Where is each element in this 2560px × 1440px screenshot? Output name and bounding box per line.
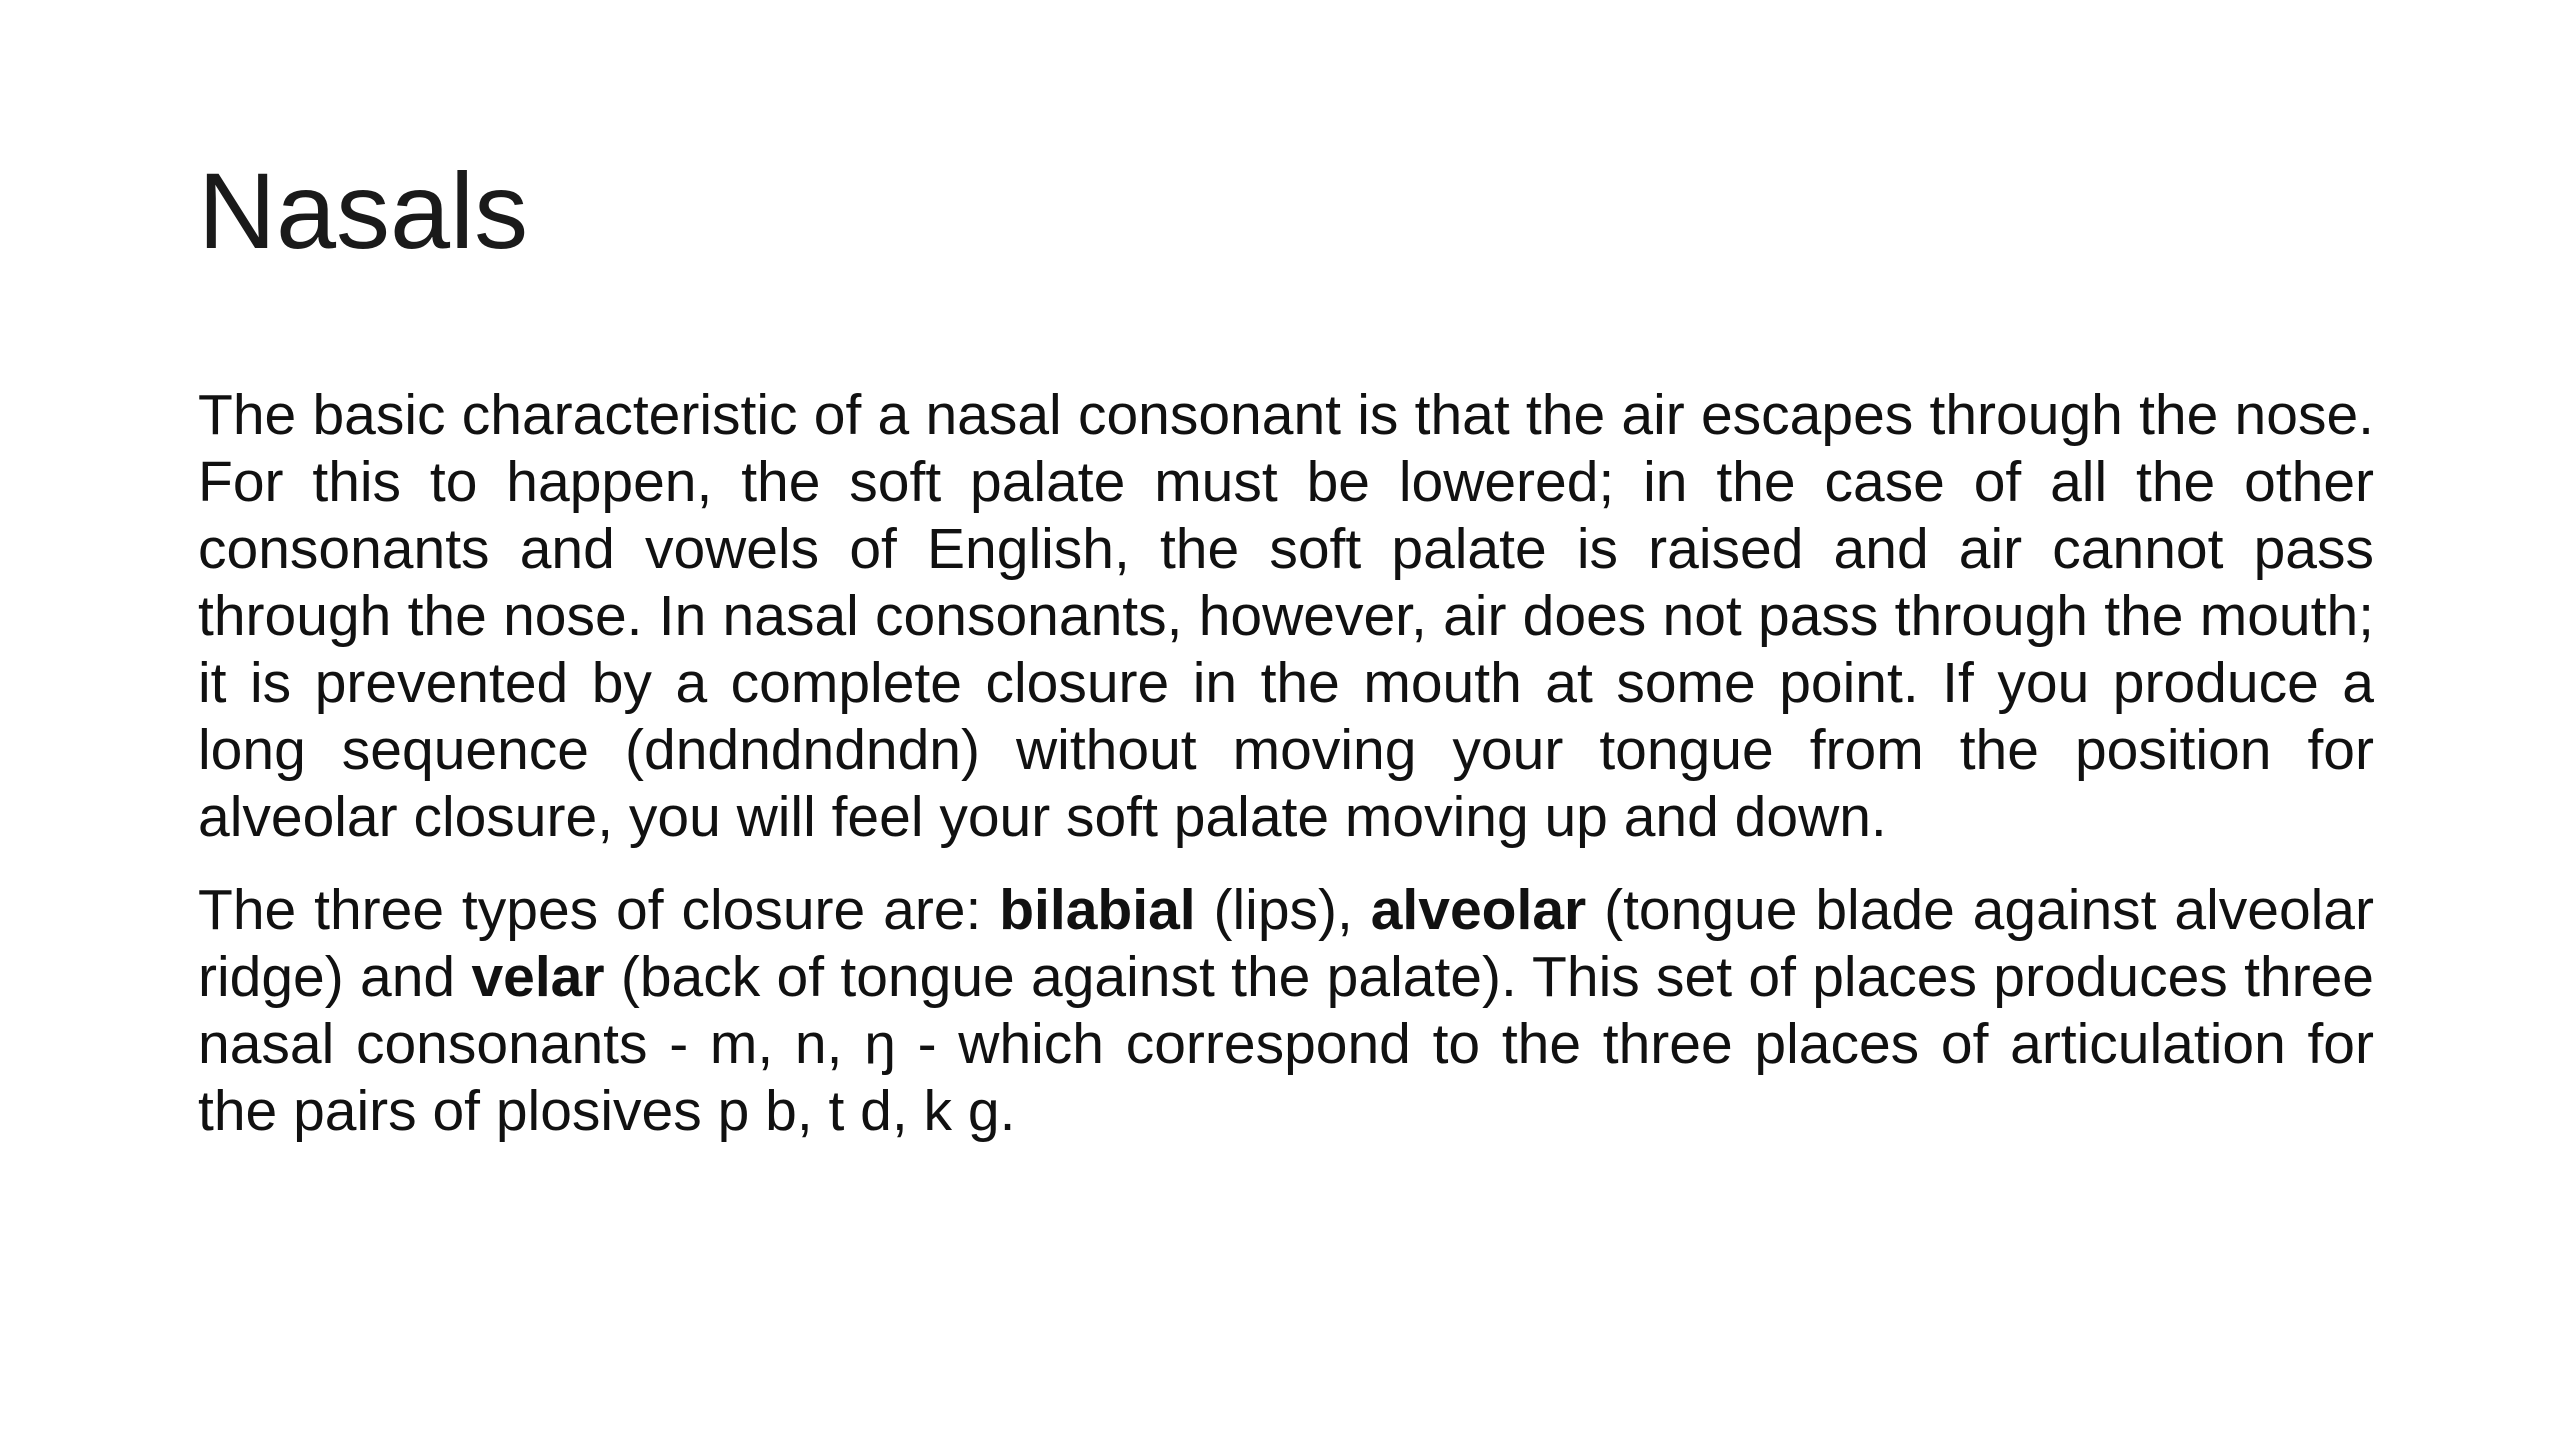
term-bilabial: bilabial <box>999 878 1196 942</box>
closure-intro-text: The three types of closure are: <box>198 878 1000 942</box>
term-alveolar: alveolar <box>1370 878 1587 942</box>
closure-text-after-alveolar: (tongue blade against alveolar ridge) and <box>198 878 2374 1009</box>
closure-text-after-velar: (back of tongue against the palate). This set of places produces three nasal consonants - m, n, ŋ - which correspond to the three places of articulation for the pairs of plosives p b, t d, k g. <box>198 945 2374 1143</box>
slide-title: Nasals <box>198 150 529 271</box>
paragraph-closure-types <box>198 877 2374 1145</box>
slide-body <box>198 382 2374 1171</box>
closure-text-after-bilabial: (lips), <box>1195 878 1371 942</box>
term-velar: velar <box>471 945 605 1009</box>
paragraph-nasal-characteristics: The basic characteristic of a nasal consonant is that the air escapes through the nose. For this to happen, the soft palate must be lowered; in the case of all the other consonants and vowels of English, the soft palate is raised and air cannot pass through the nose. In nasal consonants, however, air does not pass through the mouth; it is prevented by a complete closure in the mouth at some point. If you produce a long sequence (dndndndndn) without moving your tongue from the position for alveolar closure, you will feel your soft palate moving up and down. <box>198 383 2374 849</box>
